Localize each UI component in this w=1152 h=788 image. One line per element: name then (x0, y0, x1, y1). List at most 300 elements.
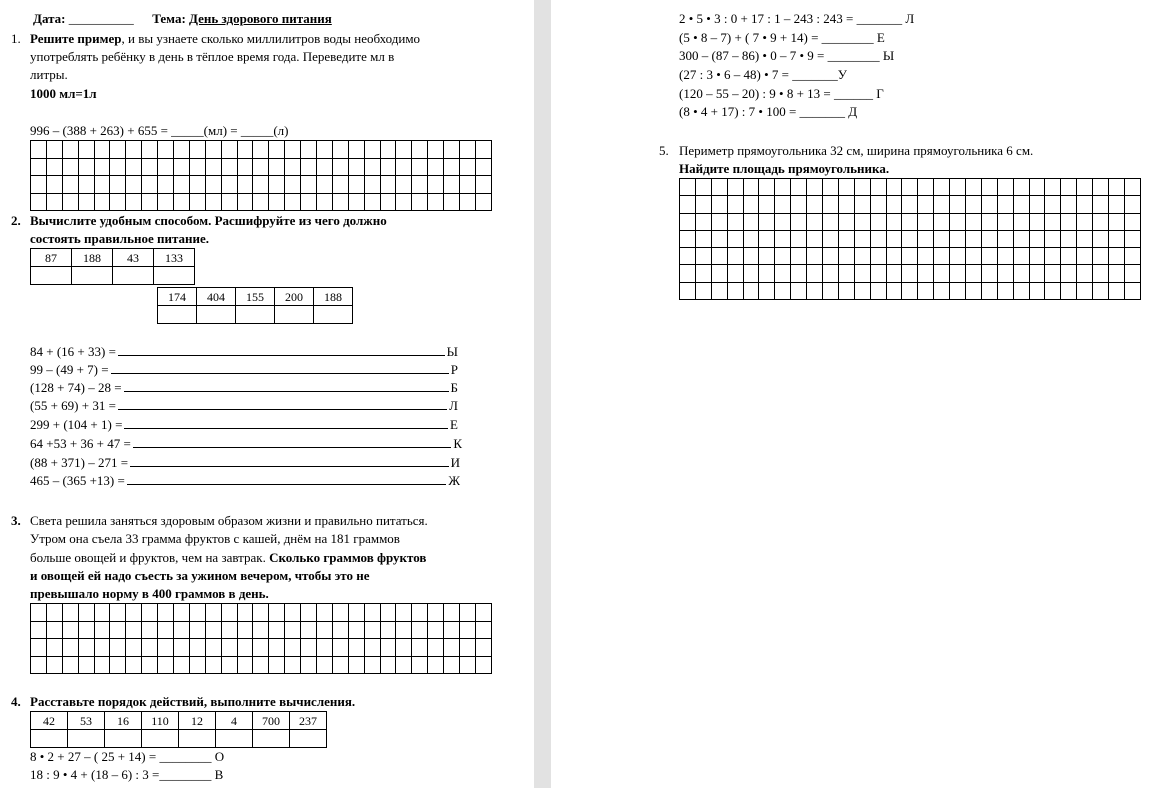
grid-cell[interactable] (444, 158, 460, 176)
grid-cell[interactable] (1013, 248, 1029, 265)
grid-cell[interactable] (1013, 282, 1029, 299)
table-answer-cell[interactable] (154, 267, 195, 285)
grid-cell[interactable] (966, 213, 982, 230)
grid-cell[interactable] (158, 176, 174, 194)
grid-cell[interactable] (158, 141, 174, 159)
grid-cell[interactable] (981, 213, 997, 230)
table-answer-cell[interactable] (179, 730, 216, 748)
grid-cell[interactable] (428, 193, 444, 211)
grid-cell[interactable] (126, 158, 142, 176)
grid-cell[interactable] (934, 265, 950, 282)
grid-cell[interactable] (886, 213, 902, 230)
grid-cell[interactable] (886, 282, 902, 299)
grid-cell[interactable] (775, 230, 791, 247)
grid-cell[interactable] (380, 193, 396, 211)
grid-cell[interactable] (475, 141, 491, 159)
grid-cell[interactable] (62, 158, 78, 176)
grid-cell[interactable] (444, 656, 460, 674)
grid-cell[interactable] (475, 656, 491, 674)
grid-cell[interactable] (189, 176, 205, 194)
grid-cell[interactable] (380, 158, 396, 176)
grid-cell[interactable] (428, 158, 444, 176)
grid-cell[interactable] (142, 656, 158, 674)
grid-cell[interactable] (142, 193, 158, 211)
grid-cell[interactable] (396, 639, 412, 657)
answer-line[interactable] (111, 373, 449, 374)
grid-cell[interactable] (759, 213, 775, 230)
grid-cell[interactable] (759, 282, 775, 299)
grid-cell[interactable] (1077, 213, 1093, 230)
grid-cell[interactable] (950, 196, 966, 213)
answer-blank[interactable]: _______ (856, 11, 903, 26)
grid-cell[interactable] (1109, 179, 1125, 196)
grid-cell[interactable] (78, 141, 94, 159)
grid-cell[interactable] (791, 179, 807, 196)
grid-cell[interactable] (237, 158, 253, 176)
grid-cell[interactable] (364, 656, 380, 674)
grid-cell[interactable] (317, 141, 333, 159)
grid-cell[interactable] (189, 621, 205, 639)
grid-cell[interactable] (460, 193, 476, 211)
grid-cell[interactable] (460, 639, 476, 657)
grid-cell[interactable] (396, 656, 412, 674)
grid-cell[interactable] (380, 141, 396, 159)
grid-cell[interactable] (934, 230, 950, 247)
grid-cell[interactable] (269, 176, 285, 194)
grid-cell[interactable] (680, 213, 696, 230)
grid-cell[interactable] (727, 265, 743, 282)
grid-cell[interactable] (918, 213, 934, 230)
grid-cell[interactable] (743, 230, 759, 247)
grid-cell[interactable] (475, 621, 491, 639)
grid-cell[interactable] (237, 639, 253, 657)
grid-cell[interactable] (221, 656, 237, 674)
grid-cell[interactable] (695, 196, 711, 213)
grid-cell[interactable] (285, 193, 301, 211)
grid-cell[interactable] (838, 213, 854, 230)
grid-cell[interactable] (997, 265, 1013, 282)
answer-blank[interactable]: ________ (827, 48, 880, 63)
grid-cell[interactable] (1109, 213, 1125, 230)
grid-cell[interactable] (62, 639, 78, 657)
grid-cell[interactable] (1124, 179, 1140, 196)
grid-cell[interactable] (1109, 230, 1125, 247)
table-answer-cell[interactable] (31, 267, 72, 285)
grid-cell[interactable] (1124, 282, 1140, 299)
grid-cell[interactable] (205, 639, 221, 657)
grid-cell[interactable] (364, 158, 380, 176)
grid-cell[interactable] (428, 621, 444, 639)
grid-cell[interactable] (174, 158, 190, 176)
grid-cell[interactable] (823, 179, 839, 196)
grid-cell[interactable] (1124, 265, 1140, 282)
grid-cell[interactable] (886, 196, 902, 213)
grid-cell[interactable] (110, 621, 126, 639)
grid-cell[interactable] (981, 230, 997, 247)
grid-cell[interactable] (31, 176, 47, 194)
grid-cell[interactable] (31, 158, 47, 176)
grid-cell[interactable] (189, 141, 205, 159)
grid-cell[interactable] (838, 282, 854, 299)
grid-cell[interactable] (285, 158, 301, 176)
grid-cell[interactable] (78, 621, 94, 639)
grid-cell[interactable] (791, 230, 807, 247)
grid-cell[interactable] (934, 213, 950, 230)
grid-cell[interactable] (1029, 179, 1045, 196)
grid-cell[interactable] (332, 158, 348, 176)
grid-cell[interactable] (269, 639, 285, 657)
grid-cell[interactable] (823, 282, 839, 299)
grid-cell[interactable] (46, 656, 62, 674)
grid-cell[interactable] (886, 230, 902, 247)
grid-cell[interactable] (1077, 179, 1093, 196)
grid-cell[interactable] (854, 196, 870, 213)
grid-cell[interactable] (902, 282, 918, 299)
grid-cell[interactable] (269, 656, 285, 674)
grid-cell[interactable] (743, 248, 759, 265)
grid-cell[interactable] (1061, 179, 1077, 196)
grid-cell[interactable] (317, 621, 333, 639)
grid-cell[interactable] (823, 213, 839, 230)
grid-cell[interactable] (918, 179, 934, 196)
grid-cell[interactable] (412, 193, 428, 211)
grid-cell[interactable] (1077, 265, 1093, 282)
grid-cell[interactable] (886, 179, 902, 196)
grid-cell[interactable] (1061, 248, 1077, 265)
grid-cell[interactable] (428, 141, 444, 159)
grid-cell[interactable] (680, 282, 696, 299)
grid-cell[interactable] (444, 176, 460, 194)
grid-cell[interactable] (253, 639, 269, 657)
grid-cell[interactable] (997, 248, 1013, 265)
grid-cell[interactable] (348, 639, 364, 657)
answer-blank[interactable]: _______ (792, 67, 838, 82)
grid-cell[interactable] (301, 158, 317, 176)
grid-cell[interactable] (396, 604, 412, 622)
grid-cell[interactable] (1061, 282, 1077, 299)
grid-cell[interactable] (332, 176, 348, 194)
grid-cell[interactable] (1109, 248, 1125, 265)
grid-cell[interactable] (1029, 282, 1045, 299)
table-answer-cell[interactable] (142, 730, 179, 748)
grid-cell[interactable] (680, 230, 696, 247)
grid-cell[interactable] (950, 230, 966, 247)
grid-cell[interactable] (158, 656, 174, 674)
grid-cell[interactable] (221, 604, 237, 622)
grid-cell[interactable] (174, 141, 190, 159)
grid-cell[interactable] (775, 179, 791, 196)
grid-cell[interactable] (174, 604, 190, 622)
grid-cell[interactable] (1077, 248, 1093, 265)
grid-cell[interactable] (775, 248, 791, 265)
grid-cell[interactable] (743, 265, 759, 282)
grid-cell[interactable] (396, 193, 412, 211)
grid-cell[interactable] (94, 639, 110, 657)
grid-cell[interactable] (412, 176, 428, 194)
table-answer-cell[interactable] (253, 730, 290, 748)
grid-cell[interactable] (1061, 213, 1077, 230)
grid-cell[interactable] (253, 604, 269, 622)
grid-cell[interactable] (317, 656, 333, 674)
grid-cell[interactable] (110, 158, 126, 176)
grid-cell[interactable] (46, 193, 62, 211)
grid-cell[interactable] (301, 193, 317, 211)
grid-cell[interactable] (870, 179, 886, 196)
grid-cell[interactable] (221, 176, 237, 194)
grid-cell[interactable] (759, 248, 775, 265)
grid-cell[interactable] (62, 141, 78, 159)
grid-cell[interactable] (727, 179, 743, 196)
grid-cell[interactable] (126, 141, 142, 159)
grid-cell[interactable] (444, 604, 460, 622)
grid-cell[interactable] (695, 230, 711, 247)
answer-blank[interactable]: ________ (159, 767, 212, 782)
grid-cell[interactable] (158, 158, 174, 176)
grid-cell[interactable] (838, 179, 854, 196)
grid-cell[interactable] (475, 604, 491, 622)
grid-cell[interactable] (444, 639, 460, 657)
grid-cell[interactable] (31, 193, 47, 211)
grid-cell[interactable] (78, 193, 94, 211)
grid-cell[interactable] (396, 176, 412, 194)
grid-cell[interactable] (934, 282, 950, 299)
grid-cell[interactable] (950, 213, 966, 230)
grid-cell[interactable] (269, 158, 285, 176)
grid-cell[interactable] (348, 141, 364, 159)
grid-cell[interactable] (412, 604, 428, 622)
grid-cell[interactable] (412, 158, 428, 176)
grid-cell[interactable] (205, 621, 221, 639)
grid-cell[interactable] (189, 639, 205, 657)
grid-cell[interactable] (237, 604, 253, 622)
grid-cell[interactable] (854, 282, 870, 299)
answer-blank[interactable]: _______ (799, 104, 846, 119)
grid-cell[interactable] (31, 621, 47, 639)
grid-cell[interactable] (332, 604, 348, 622)
grid-cell[interactable] (1029, 196, 1045, 213)
grid-cell[interactable] (918, 248, 934, 265)
grid-cell[interactable] (174, 176, 190, 194)
grid-cell[interactable] (158, 639, 174, 657)
grid-cell[interactable] (1061, 196, 1077, 213)
grid-cell[interactable] (364, 639, 380, 657)
grid-cell[interactable] (775, 196, 791, 213)
grid-cell[interactable] (285, 176, 301, 194)
grid-cell[interactable] (807, 196, 823, 213)
grid-cell[interactable] (62, 656, 78, 674)
grid-cell[interactable] (317, 158, 333, 176)
grid-cell[interactable] (870, 248, 886, 265)
grid-cell[interactable] (94, 604, 110, 622)
grid-cell[interactable] (854, 179, 870, 196)
grid-cell[interactable] (475, 193, 491, 211)
grid-cell[interactable] (301, 656, 317, 674)
grid-cell[interactable] (1013, 179, 1029, 196)
grid-cell[interactable] (759, 196, 775, 213)
grid-cell[interactable] (1093, 265, 1109, 282)
grid-cell[interactable] (78, 176, 94, 194)
grid-cell[interactable] (727, 196, 743, 213)
grid-cell[interactable] (189, 656, 205, 674)
grid-cell[interactable] (791, 282, 807, 299)
grid-cell[interactable] (695, 248, 711, 265)
answer-line[interactable] (118, 409, 447, 410)
grid-cell[interactable] (1045, 282, 1061, 299)
grid-cell[interactable] (174, 621, 190, 639)
task3-answer-grid[interactable] (30, 603, 492, 674)
grid-cell[interactable] (348, 604, 364, 622)
grid-cell[interactable] (1077, 230, 1093, 247)
grid-cell[interactable] (743, 196, 759, 213)
grid-cell[interactable] (46, 604, 62, 622)
grid-cell[interactable] (1045, 230, 1061, 247)
grid-cell[interactable] (981, 265, 997, 282)
grid-cell[interactable] (317, 193, 333, 211)
table-answer-cell[interactable] (68, 730, 105, 748)
grid-cell[interactable] (444, 193, 460, 211)
grid-cell[interactable] (807, 213, 823, 230)
grid-cell[interactable] (237, 621, 253, 639)
grid-cell[interactable] (838, 265, 854, 282)
grid-cell[interactable] (126, 176, 142, 194)
grid-cell[interactable] (1029, 213, 1045, 230)
grid-cell[interactable] (380, 176, 396, 194)
grid-cell[interactable] (253, 656, 269, 674)
grid-cell[interactable] (253, 193, 269, 211)
grid-cell[interactable] (412, 621, 428, 639)
grid-cell[interactable] (727, 213, 743, 230)
grid-cell[interactable] (31, 656, 47, 674)
grid-cell[interactable] (791, 213, 807, 230)
grid-cell[interactable] (428, 656, 444, 674)
grid-cell[interactable] (838, 248, 854, 265)
grid-cell[interactable] (934, 179, 950, 196)
grid-cell[interactable] (711, 248, 727, 265)
grid-cell[interactable] (142, 158, 158, 176)
grid-cell[interactable] (475, 158, 491, 176)
grid-cell[interactable] (1029, 230, 1045, 247)
grid-cell[interactable] (475, 639, 491, 657)
grid-cell[interactable] (62, 193, 78, 211)
grid-cell[interactable] (950, 265, 966, 282)
grid-cell[interactable] (269, 604, 285, 622)
grid-cell[interactable] (205, 604, 221, 622)
grid-cell[interactable] (1029, 248, 1045, 265)
grid-cell[interactable] (332, 621, 348, 639)
grid-cell[interactable] (854, 265, 870, 282)
grid-cell[interactable] (460, 621, 476, 639)
grid-cell[interactable] (902, 265, 918, 282)
answer-line[interactable] (127, 484, 447, 485)
grid-cell[interactable] (301, 176, 317, 194)
grid-cell[interactable] (301, 604, 317, 622)
grid-cell[interactable] (285, 621, 301, 639)
grid-cell[interactable] (727, 282, 743, 299)
grid-cell[interactable] (870, 265, 886, 282)
grid-cell[interactable] (46, 639, 62, 657)
grid-cell[interactable] (62, 604, 78, 622)
grid-cell[interactable] (110, 193, 126, 211)
grid-cell[interactable] (126, 193, 142, 211)
grid-cell[interactable] (174, 656, 190, 674)
grid-cell[interactable] (110, 604, 126, 622)
grid-cell[interactable] (348, 621, 364, 639)
grid-cell[interactable] (253, 158, 269, 176)
grid-cell[interactable] (110, 141, 126, 159)
grid-cell[interactable] (126, 656, 142, 674)
grid-cell[interactable] (285, 604, 301, 622)
grid-cell[interactable] (142, 141, 158, 159)
grid-cell[interactable] (775, 265, 791, 282)
grid-cell[interactable] (902, 248, 918, 265)
grid-cell[interactable] (966, 265, 982, 282)
grid-cell[interactable] (934, 196, 950, 213)
grid-cell[interactable] (727, 230, 743, 247)
grid-cell[interactable] (364, 604, 380, 622)
grid-cell[interactable] (966, 230, 982, 247)
grid-cell[interactable] (412, 656, 428, 674)
grid-cell[interactable] (870, 213, 886, 230)
grid-cell[interactable] (1077, 282, 1093, 299)
grid-cell[interactable] (854, 213, 870, 230)
grid-cell[interactable] (62, 621, 78, 639)
grid-cell[interactable] (918, 230, 934, 247)
grid-cell[interactable] (711, 196, 727, 213)
grid-cell[interactable] (711, 230, 727, 247)
grid-cell[interactable] (1124, 248, 1140, 265)
grid-cell[interactable] (31, 141, 47, 159)
grid-cell[interactable] (348, 193, 364, 211)
grid-cell[interactable] (838, 196, 854, 213)
grid-cell[interactable] (174, 639, 190, 657)
table-answer-cell[interactable] (314, 306, 353, 324)
grid-cell[interactable] (380, 621, 396, 639)
grid-cell[interactable] (126, 639, 142, 657)
grid-cell[interactable] (205, 141, 221, 159)
grid-cell[interactable] (981, 196, 997, 213)
grid-cell[interactable] (1045, 196, 1061, 213)
grid-cell[interactable] (711, 179, 727, 196)
grid-cell[interactable] (1124, 196, 1140, 213)
grid-cell[interactable] (823, 230, 839, 247)
grid-cell[interactable] (950, 179, 966, 196)
grid-cell[interactable] (348, 656, 364, 674)
grid-cell[interactable] (317, 176, 333, 194)
grid-cell[interactable] (253, 621, 269, 639)
grid-cell[interactable] (997, 179, 1013, 196)
grid-cell[interactable] (380, 639, 396, 657)
grid-cell[interactable] (1061, 230, 1077, 247)
grid-cell[interactable] (332, 141, 348, 159)
grid-cell[interactable] (142, 176, 158, 194)
grid-cell[interactable] (380, 604, 396, 622)
grid-cell[interactable] (1013, 213, 1029, 230)
answer-line[interactable] (118, 355, 445, 356)
grid-cell[interactable] (886, 265, 902, 282)
grid-cell[interactable] (285, 141, 301, 159)
grid-cell[interactable] (253, 141, 269, 159)
grid-cell[interactable] (997, 213, 1013, 230)
table-answer-cell[interactable] (72, 267, 113, 285)
grid-cell[interactable] (950, 282, 966, 299)
answer-blank[interactable]: ______ (833, 86, 873, 101)
grid-cell[interactable] (1093, 179, 1109, 196)
grid-cell[interactable] (1077, 196, 1093, 213)
answer-blank[interactable]: ________ (821, 30, 874, 45)
grid-cell[interactable] (94, 176, 110, 194)
grid-cell[interactable] (1109, 265, 1125, 282)
grid-cell[interactable] (412, 639, 428, 657)
